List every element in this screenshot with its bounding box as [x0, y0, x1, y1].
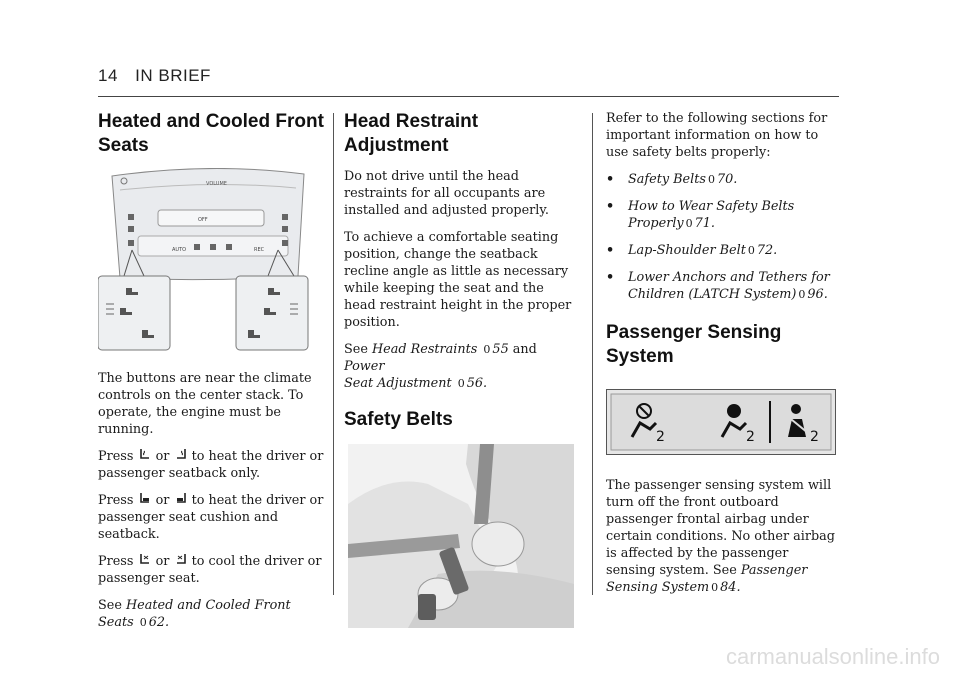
page-ref-arrow-icon: 0	[747, 244, 755, 257]
section-heading: Safety Belts	[344, 409, 453, 430]
volume-label: VOLUME	[206, 181, 227, 187]
svg-text:2: 2	[746, 429, 755, 445]
column-2	[344, 110, 578, 628]
paragraph: The buttons are near the climate controls on the center stack. To operate, the engine must be running.	[98, 371, 312, 437]
column-1	[98, 110, 324, 641]
page-number: 14	[98, 66, 118, 85]
left-seat-button-inset	[98, 276, 170, 350]
section-title: IN BRIEF	[135, 66, 211, 85]
header-rule	[98, 96, 839, 97]
paragraph: Press or to cool the driver or passenger seat.	[98, 554, 322, 586]
safety-belt-illustration	[348, 444, 574, 628]
paragraph: To achieve a comfortable seating position, change the seatback recline angle as little as necessary while keeping the seat and the head restraint height in the proper position.	[344, 230, 572, 330]
bullet: •	[606, 270, 615, 285]
column-divider	[592, 113, 593, 595]
paragraph: Do not drive until the head restraints for all occupants are installed and adjusted properly.	[344, 169, 549, 218]
paragraph: Refer to the following sections for important information on how to use safety belts properly:	[606, 111, 828, 160]
climate-control-figure	[98, 168, 324, 358]
section-heading: Head Restraint Adjustment	[344, 111, 479, 156]
page-ref-arrow-icon: 0	[483, 343, 491, 356]
list-item: • Lap-Shoulder Belt 0 72.	[606, 243, 778, 258]
off-label: OFF	[198, 217, 208, 223]
cooled-seat-icon	[138, 553, 152, 567]
cross-reference: See Heated and Cooled Front Seats 0 62.	[98, 598, 291, 630]
column-3	[606, 110, 840, 606]
page-ref-arrow-icon: 0	[457, 377, 465, 390]
section-heading: Passenger Sensing System	[606, 322, 782, 367]
column-divider	[333, 113, 334, 595]
page-ref-arrow-icon: 0	[685, 217, 693, 230]
heated-seatback-icon	[138, 448, 152, 462]
cross-reference: See Head Restraints 0 55 and Power Seat Adjustment 0 56.	[344, 342, 537, 391]
cooled-seat-right-icon	[174, 553, 188, 567]
svg-text:2: 2	[656, 429, 665, 445]
heated-seatback-right-icon	[174, 448, 188, 462]
rec-label: REC	[254, 247, 265, 253]
section-heading: Heated and Cooled Front Seats	[98, 111, 324, 156]
bullet: •	[606, 199, 615, 214]
page-ref-arrow-icon: 0	[139, 616, 147, 629]
list-item: • Lower Anchors and Tethers for Children (LATCH System) 0 96.	[606, 270, 830, 302]
heated-cushion-seatback-right-icon	[174, 492, 188, 506]
paragraph: The passenger sensing system will turn off the front outboard passenger frontal airbag under certain conditions. No other airbag is affected by the passenger sensing system. See Passenger Sensing System 0 84.	[606, 478, 835, 595]
running-header	[98, 66, 211, 86]
passenger-airbag-indicator	[606, 389, 836, 455]
bullet: •	[606, 172, 615, 187]
auto-label: AUTO	[172, 247, 187, 253]
paragraph: Press or to heat the driver or passenger seat cushion and seatback.	[98, 493, 324, 542]
paragraph: Press or to heat the driver or passenger seatback only.	[98, 449, 324, 481]
heated-cushion-seatback-icon	[138, 492, 152, 506]
page-ref-arrow-icon: 0	[707, 173, 715, 186]
svg-text:2: 2	[810, 429, 819, 445]
page-ref-arrow-icon: 0	[711, 581, 719, 594]
list-item: • How to Wear Safety Belts Properly 0 71.	[606, 199, 795, 231]
page-ref-arrow-icon: 0	[798, 288, 806, 301]
list-item: • Safety Belts 0 70.	[606, 172, 738, 187]
bullet: •	[606, 243, 615, 258]
watermark: carmanualsonline.info	[725, 644, 940, 669]
